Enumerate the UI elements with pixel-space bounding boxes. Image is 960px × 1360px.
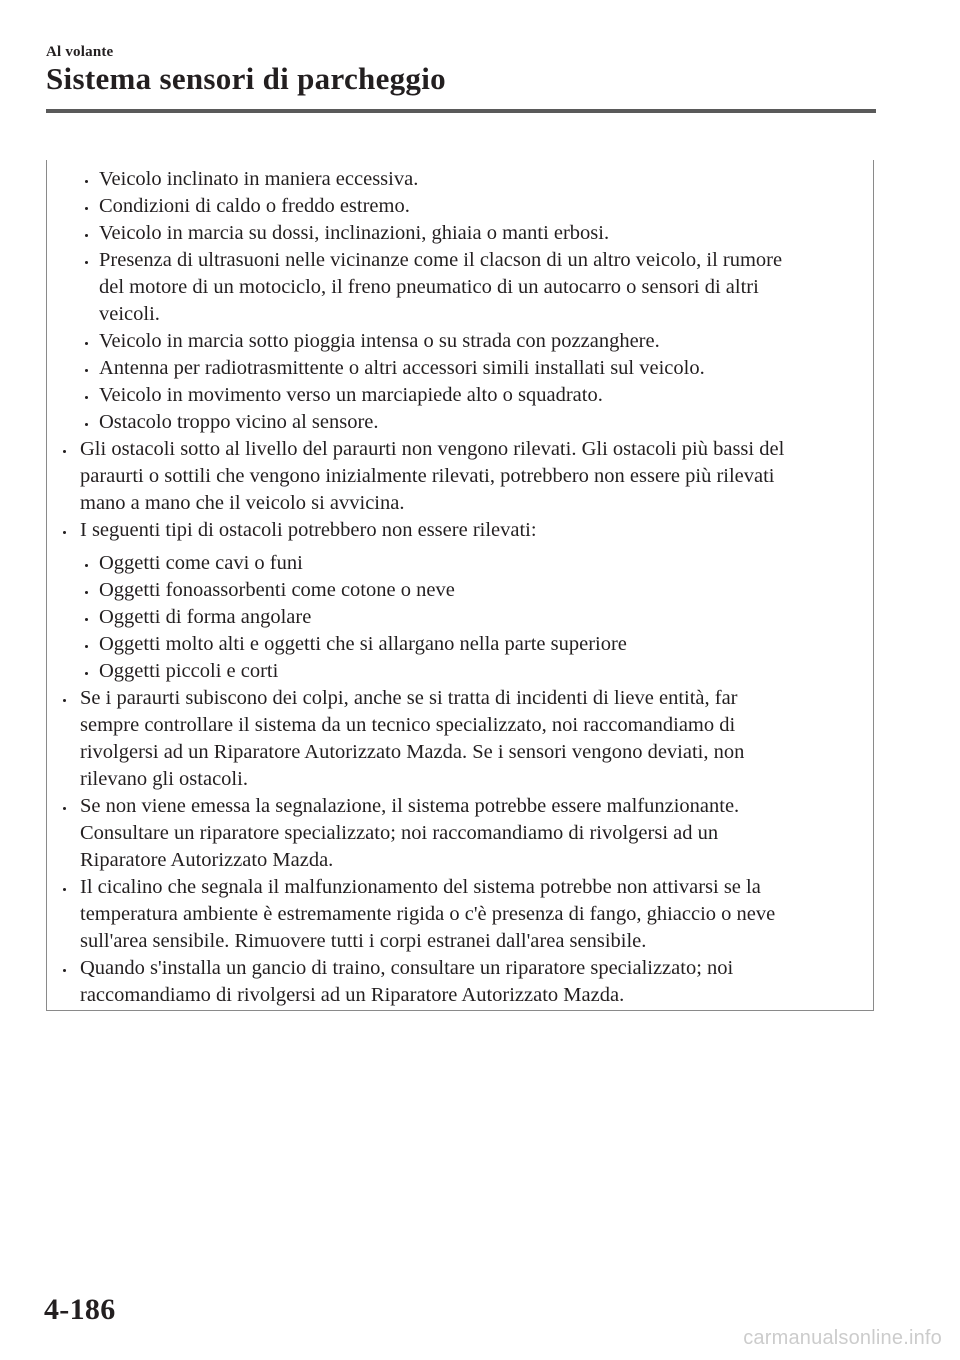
bullet-icon: [85, 645, 88, 648]
bullet-text-line: Antenna per radiotrasmittente o altri accessori simili installati sul veicolo.: [99, 357, 705, 379]
title-rule: [46, 109, 876, 113]
bullet-text-line: raccomandiamo di rivolgersi ad un Riparatore Autorizzato Mazda.: [80, 984, 625, 1006]
bullet-text-line: Consultare un riparatore specializzato; noi raccomandiamo di rivolgersi ad un: [80, 822, 719, 844]
bullet-icon: [85, 396, 88, 399]
bullet-item: [99, 355, 705, 382]
bullet-text-line: sempre controllare il sistema da un tecnico specializzato, noi raccomandiamo di: [80, 714, 736, 736]
bullet-item: [99, 193, 410, 220]
bullet-text-line: Veicolo in marcia su dossi, inclinazioni, ghiaia o manti erbosi.: [99, 222, 610, 244]
bullet-item: [99, 247, 782, 328]
bullet-text-line: Se non viene emessa la segnalazione, il sistema potrebbe essere malfunzionante.: [80, 795, 740, 817]
bullet-text-line: I seguenti tipi di ostacoli potrebbero non essere rilevati:: [80, 519, 537, 541]
bullet-icon: [85, 342, 88, 345]
bullet-text-line: Veicolo in movimento verso un marciapiede alto o squadrato.: [99, 384, 603, 406]
bullet-text-line: Veicolo inclinato in maniera eccessiva.: [99, 168, 419, 190]
bullet-text-line: Oggetti molto alti e oggetti che si allargano nella parte superiore: [99, 633, 627, 655]
caution-box: [46, 160, 874, 1011]
bullet-text-line: Quando s'installa un gancio di traino, consultare un riparatore specializzato; noi: [80, 957, 734, 979]
bullet-icon: [85, 423, 88, 426]
bullet-item: [80, 874, 775, 955]
bullet-item: [99, 631, 627, 658]
bullet-item: [80, 793, 739, 874]
bullet-icon: [63, 807, 66, 810]
watermark: carmanualsonline.info: [743, 1327, 942, 1349]
bullet-item: [99, 550, 303, 577]
bullet-text-line: Veicolo in marcia sotto pioggia intensa o su strada con pozzanghere.: [99, 330, 660, 352]
section-label: Al volante: [46, 44, 114, 60]
bullet-icon: [63, 969, 66, 972]
bullet-icon: [63, 888, 66, 891]
bullet-text-line: veicoli.: [99, 303, 160, 325]
page-number: 4-186: [44, 1293, 116, 1326]
bullet-item: [80, 685, 744, 793]
bullet-item: [99, 658, 278, 685]
bullet-text-line: Presenza di ultrasuoni nelle vicinanze come il clacson di un altro veicolo, il rumore: [99, 249, 783, 271]
bullet-item: [99, 382, 603, 409]
page-title: Sistema sensori di parcheggio: [46, 61, 446, 96]
bullet-text-line: paraurti o sottili che vengono inizialmente rilevati, potrebbero non essere più rilevati: [80, 465, 775, 487]
bullet-text-line: Ostacolo troppo vicino al sensore.: [99, 411, 379, 433]
bullet-text-line: rivolgersi ad un Riparatore Autorizzato Mazda. Se i sensori vengono deviati, non: [80, 741, 745, 763]
bullet-text-line: sull'area sensibile. Rimuovere tutti i corpi estranei dall'area sensibile.: [80, 930, 647, 952]
bullet-item: [99, 409, 379, 436]
bullet-text-line: mano a mano che il veicolo si avvicina.: [80, 492, 405, 514]
bullet-text-line: del motore di un motociclo, il freno pneumatico di un autocarro o sensori di altri: [99, 276, 759, 298]
bullet-icon: [85, 672, 88, 675]
bullet-text-line: rilevano gli ostacoli.: [80, 768, 248, 790]
bullet-text-line: temperatura ambiente è estremamente rigida o c'è presenza di fango, ghiaccio o neve: [80, 903, 776, 925]
bullet-item: [80, 517, 537, 544]
bullet-item: [99, 577, 455, 604]
bullet-icon: [85, 369, 88, 372]
bullet-text-line: Se i paraurti subiscono dei colpi, anche se si tratta di incidenti di lieve entità, far: [80, 687, 738, 709]
bullet-icon: [85, 591, 88, 594]
bullet-text-line: Oggetti piccoli e corti: [99, 660, 279, 682]
bullet-text-line: Gli ostacoli sotto al livello del paraurti non vengono rilevati. Gli ostacoli più bassi del: [80, 438, 785, 460]
bullet-icon: [85, 234, 88, 237]
bullet-icon: [85, 261, 88, 264]
bullet-icon: [63, 531, 66, 534]
bullet-item: [99, 604, 311, 631]
bullet-icon: [63, 699, 66, 702]
bullet-item: [99, 166, 418, 193]
bullet-item: [99, 220, 609, 247]
bullet-item: [80, 955, 733, 1009]
bullet-icon: [85, 180, 88, 183]
bullet-text-line: Oggetti di forma angolare: [99, 606, 312, 628]
bullet-icon: [85, 564, 88, 567]
bullet-item: [80, 436, 784, 517]
bullet-text-line: Riparatore Autorizzato Mazda.: [80, 849, 334, 871]
bullet-icon: [63, 450, 66, 453]
bullet-icon: [85, 618, 88, 621]
bullet-text-line: Oggetti come cavi o funi: [99, 552, 303, 574]
bullet-text-line: Oggetti fonoassorbenti come cotone o neve: [99, 579, 455, 601]
bullet-text-line: Il cicalino che segnala il malfunzionamento del sistema potrebbe non attivarsi se la: [80, 876, 761, 898]
bullet-icon: [85, 207, 88, 210]
bullet-text-line: Condizioni di caldo o freddo estremo.: [99, 195, 410, 217]
bullet-item: [99, 328, 660, 355]
